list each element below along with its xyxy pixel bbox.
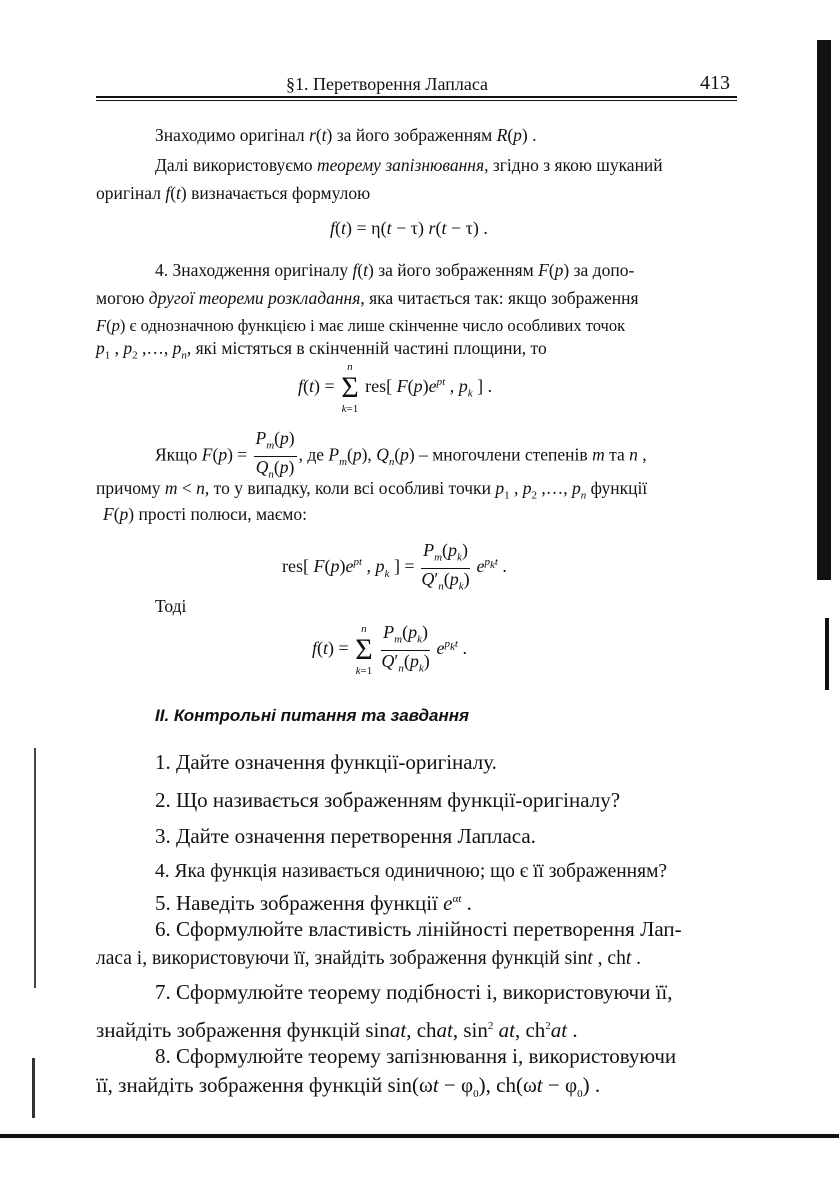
text-line: причому m < n, то у випадку, коли всі особливі точки $p_1$ , $p_2$ ,…, $p_n$ функції (96, 478, 648, 502)
text-line: Тоді (155, 596, 187, 616)
question-item-continued: знайдіть зображення функцій sinat, chat, $\sin^2$ at, $ch^2at$ . (96, 1018, 578, 1042)
text-line: могою другої теореми розкладання, яка читається так: якщо зображення (96, 288, 639, 308)
question-item-continued: її, знайдіть зображення функцій $\sin(\omega t - \varphi_0)$, $ch(\omega t - \varphi_0)$ . (96, 1073, 601, 1101)
header-rule (96, 96, 737, 98)
page-number: 413 (700, 72, 730, 94)
scan-edge-shadow (34, 748, 36, 988)
text-line: $p_1$ , $p_2$ ,…, $p_n$, які містяться в скінченній частині площини, то (96, 338, 547, 362)
formula-inverse-sum: f(t) = n Σ k=1 $\frac{P_m(p_k)}{Q'_n(p_k)}$ $e^{p_kt}$ . (312, 622, 467, 678)
text-line: F(p) прості полюси, маємо: (103, 504, 307, 524)
question-item: 2. Що називається зображенням функції-оригіналу? (155, 788, 621, 812)
question-item: 8. Сформулюйте теорему запізнювання і, використовуючи (155, 1044, 677, 1068)
scan-bottom-edge (0, 1134, 839, 1138)
text-line: Знаходимо оригінал r(t) за його зображенням R(p) . (155, 125, 537, 145)
scan-edge-shadow (32, 1058, 35, 1118)
formula-residue-sum: f(t) = n Σ k=1 res[ $F(p)e^{pt}$ , $p_k$ ] . (298, 361, 493, 415)
text-line: F(p) є однозначною функцією і має лише скінченне число особливих точок (96, 316, 626, 335)
question-item: 5. Наведіть зображення функції $e^{\alpha t}$ . (155, 891, 472, 915)
text-line: оригінал f(t) визначається формулою (96, 183, 371, 203)
question-item: 4. Яка функція називається одиничною; що є її зображенням? (155, 861, 668, 882)
question-item-continued: ласа і, використовуючи її, знайдіть зображення функцій sint , cht . (96, 948, 641, 969)
formula-residue-simple-pole: res[ $F(p)e^{pt}$ , $p_k$ ] = $\frac{P_m(p_k)}{Q'_n(p_k)}$ $e^{p_kt}$ . (282, 540, 507, 593)
question-item: 6. Сформулюйте властивість лінійності перетворення Лап- (155, 917, 682, 941)
running-header-title: §1. Перетворення Лапласа (286, 74, 489, 94)
formula-delay: f(t) = η(t − τ) r(t − τ) . (330, 218, 488, 238)
text-line: Далі використовуємо теорему запізнювання, згідно з якою шуканий (155, 155, 663, 175)
question-item: 7. Сформулюйте теорему подібності і, використовуючи її, (155, 980, 673, 1004)
text-line: 4. Знаходження оригіналу f(t) за його зображенням F(p) за допо- (155, 260, 635, 280)
question-item: 3. Дайте означення перетворення Лапласа. (155, 824, 536, 848)
text-line: Якщо F(p) = $\frac{P_m(p)}{Q_n(p)}$ , де $P_m(p)$, $Q_n(p)$ – многочлени степенів m та n , (155, 428, 647, 480)
scan-edge-shadow (825, 618, 829, 690)
header-rule-thin (96, 100, 737, 101)
section-heading: II. Контрольні питання та завдання (155, 706, 470, 725)
question-item: 1. Дайте означення функції-оригіналу. (155, 750, 497, 774)
scan-edge-shadow (817, 40, 831, 580)
